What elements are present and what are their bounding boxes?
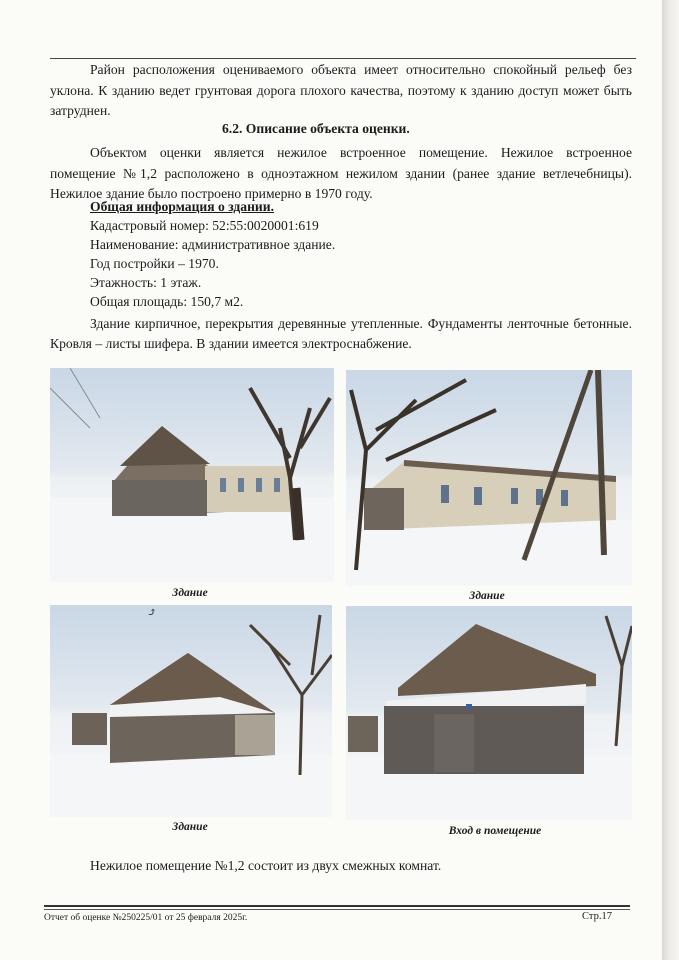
construction-paragraph: Здание кирпичное, перекрытия деревянные утепленные. Фундаменты ленточные бетонные. Кровля – листы шифера. В здании имеется электроснабжение. bbox=[50, 316, 632, 351]
caption-photo-4: Вход в помещение bbox=[448, 825, 542, 837]
info-floors: Этажность: 1 этаж. bbox=[90, 275, 202, 290]
photo-building-2 bbox=[346, 370, 632, 586]
page-edge bbox=[662, 0, 679, 960]
info-area: Общая площадь: 150,7 м2. bbox=[90, 294, 244, 309]
footer-rule bbox=[44, 905, 630, 907]
cursor-mark-icon: ⤴ bbox=[147, 605, 158, 619]
footer-rule-thin bbox=[44, 909, 630, 910]
caption-photo-2: Здание bbox=[469, 590, 505, 602]
info-year: Год постройки – 1970. bbox=[90, 256, 219, 271]
footer-report-ref: Отчет об оценке №250225/01 от 25 февраля 2025г. bbox=[44, 913, 248, 923]
description-paragraph: Объектом оценки является нежилое встроенное помещение. Нежилое встроенное помещение №1,2 расположено в одноэтажном нежилом здании (ранее здание ветлечебницы). Нежилое здание было построено примерно в 1970 году. bbox=[50, 145, 632, 201]
intro-paragraph: Район расположения оцениваемого объекта имеет относительно спокойный рельеф без уклона. К зданию ведет грунтовая дорога плохого качества, поэтому к зданию доступ может быть затруднен. bbox=[50, 62, 632, 118]
page-number: Стр.17 bbox=[582, 911, 612, 922]
general-info-title: Общая информация о здании. bbox=[90, 199, 274, 214]
photo-building-3 bbox=[50, 605, 332, 817]
header-rule bbox=[50, 58, 636, 59]
caption-photo-1: Здание bbox=[172, 587, 208, 599]
caption-photo-3: Здание bbox=[172, 821, 208, 833]
closing-sentence: Нежилое помещение №1,2 состоит из двух смежных комнат. bbox=[90, 858, 442, 873]
info-name: Наименование: административное здание. bbox=[90, 237, 336, 252]
info-cadastral: Кадастровый номер: 52:55:0020001:619 bbox=[90, 218, 319, 233]
photo-building-1 bbox=[50, 368, 334, 582]
photo-entrance bbox=[346, 606, 632, 820]
section-heading: 6.2. Описание объекта оценки. bbox=[222, 121, 410, 136]
